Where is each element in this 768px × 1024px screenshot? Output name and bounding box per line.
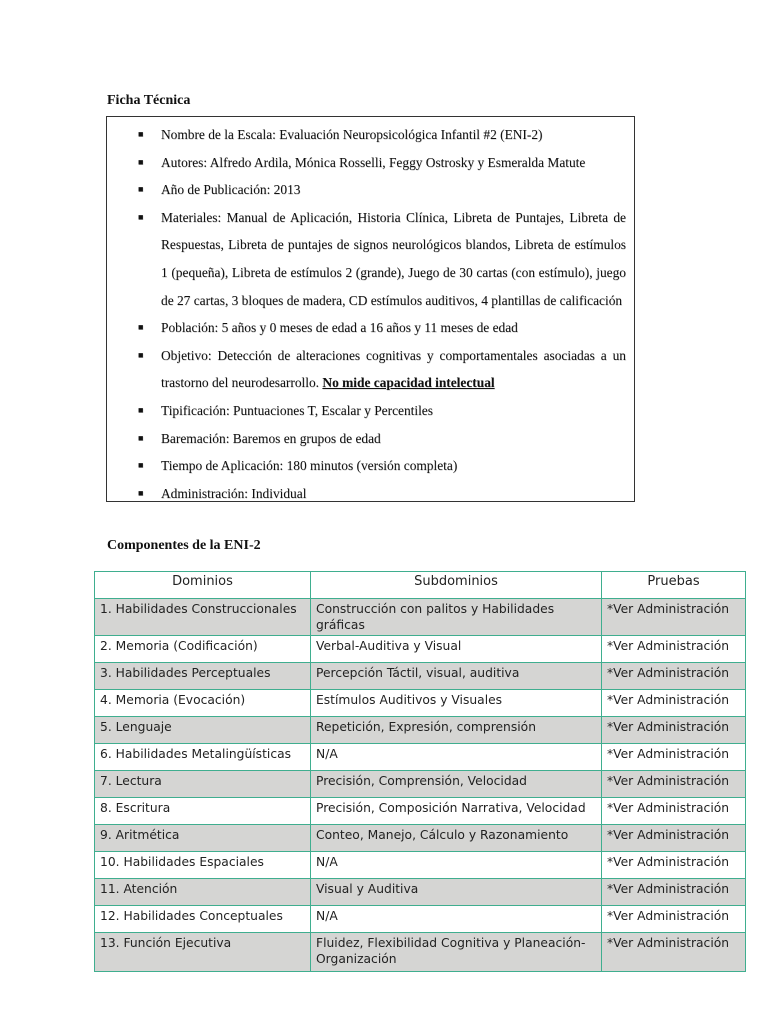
header-subdominios: Subdominios	[311, 572, 602, 599]
ficha-item-nombre	[107, 121, 626, 149]
bullet-icon: ■	[138, 487, 144, 498]
table-row	[95, 879, 746, 906]
ficha-item-emphasis: No mide capacidad intelectual	[322, 375, 495, 391]
cell-subdominio: Precisión, Composición Narrativa, Velocidad	[311, 798, 602, 825]
cell-prueba: *Ver Administración	[602, 852, 746, 879]
cell-subdominio: Fluidez, Flexibilidad Cognitiva y Planeación-Organización	[311, 933, 602, 972]
bullet-icon: ■	[138, 349, 144, 360]
ficha-tecnica-box	[106, 116, 635, 502]
cell-prueba: *Ver Administración	[602, 717, 746, 744]
cell-dominio: 6. Habilidades Metalingüísticas	[95, 744, 311, 771]
ficha-item-text: Baremación: Baremos en grupos de edad	[161, 430, 381, 446]
cell-prueba: *Ver Administración	[602, 663, 746, 690]
ficha-item-administracion	[107, 480, 626, 508]
ficha-item-text: Administración: Individual	[161, 485, 307, 501]
table-row	[95, 744, 746, 771]
cell-prueba: *Ver Administración	[602, 771, 746, 798]
cell-prueba: *Ver Administración	[602, 906, 746, 933]
cell-prueba: *Ver Administración	[602, 825, 746, 852]
ficha-tecnica-title: Ficha Técnica	[107, 93, 191, 108]
bullet-icon: ■	[138, 184, 144, 195]
ficha-tecnica-list	[107, 117, 634, 507]
cell-prueba: *Ver Administración	[602, 690, 746, 717]
cell-dominio: 7. Lectura	[95, 771, 311, 798]
header-pruebas: Pruebas	[602, 572, 746, 599]
table-row	[95, 771, 746, 798]
cell-subdominio: N/A	[311, 852, 602, 879]
ficha-item-text: Autores: Alfredo Ardila, Mónica Rosselli, Feggy Ostrosky y Esmeralda Matute	[161, 154, 586, 170]
table-row	[95, 717, 746, 744]
componentes-title: Componentes de la ENI-2	[107, 538, 261, 553]
bullet-icon: ■	[138, 322, 144, 333]
ficha-item-tipificacion	[107, 397, 626, 425]
cell-subdominio: Verbal-Auditiva y Visual	[311, 636, 602, 663]
cell-prueba: *Ver Administración	[602, 879, 746, 906]
table-row	[95, 798, 746, 825]
ficha-item-objetivo	[107, 342, 626, 397]
ficha-item-text: Objetivo: Detección de alteraciones cognitivas y comportamentales asociadas a un trastorno del neurodesarrollo.	[161, 347, 626, 391]
cell-subdominio: Estímulos Auditivos y Visuales	[311, 690, 602, 717]
bullet-icon: ■	[138, 432, 144, 443]
cell-subdominio: Repetición, Expresión, comprensión	[311, 717, 602, 744]
cell-dominio: 4. Memoria (Evocación)	[95, 690, 311, 717]
cell-subdominio: Construcción con palitos y Habilidades gráficas	[311, 599, 602, 636]
cell-subdominio: Conteo, Manejo, Cálculo y Razonamiento	[311, 825, 602, 852]
ficha-item-materiales	[107, 204, 626, 314]
cell-subdominio: Percepción Táctil, visual, auditiva	[311, 663, 602, 690]
table-row	[95, 906, 746, 933]
cell-dominio: 10. Habilidades Espaciales	[95, 852, 311, 879]
cell-prueba: *Ver Administración	[602, 744, 746, 771]
cell-dominio: 1. Habilidades Construccionales	[95, 599, 311, 636]
cell-prueba: *Ver Administración	[602, 933, 746, 972]
header-dominios: Dominios	[95, 572, 311, 599]
cell-subdominio: N/A	[311, 906, 602, 933]
bullet-icon: ■	[138, 404, 144, 415]
cell-subdominio: N/A	[311, 744, 602, 771]
ficha-item-text: Tipificación: Puntuaciones T, Escalar y Percentiles	[161, 402, 433, 418]
table-row	[95, 636, 746, 663]
ficha-item-baremacion	[107, 425, 626, 453]
cell-subdominio: Visual y Auditiva	[311, 879, 602, 906]
ficha-item-tiempo	[107, 452, 626, 480]
cell-prueba: *Ver Administración	[602, 798, 746, 825]
ficha-item-text: Población: 5 años y 0 meses de edad a 16 años y 11 meses de edad	[161, 320, 518, 336]
bullet-icon: ■	[138, 460, 144, 471]
ficha-item-poblacion	[107, 314, 626, 342]
table-row	[95, 933, 746, 972]
cell-dominio: 11. Atención	[95, 879, 311, 906]
ficha-item-text: Tiempo de Aplicación: 180 minutos (versión completa)	[161, 458, 458, 474]
table-row	[95, 690, 746, 717]
cell-dominio: 5. Lenguaje	[95, 717, 311, 744]
bullet-icon: ■	[138, 129, 144, 139]
bullet-icon: ■	[138, 211, 144, 222]
table-row	[95, 599, 746, 636]
ficha-item-text: Materiales: Manual de Aplicación, Historia Clínica, Libreta de Puntajes, Libreta de Respuestas, Libreta de puntajes de signos neurológicos blandos, Libreta de estímulos 1 (pequeña), Libreta de estímulos 2 (grande), Juego de 30 cartas (con estímulo), juego de 27 cartas, 3 bloques de madera, CD estímulos auditivos, 4 plantillas de calificación	[161, 209, 626, 308]
cell-dominio: 3. Habilidades Perceptuales	[95, 663, 311, 690]
bullet-icon: ■	[138, 156, 144, 167]
ficha-item-autores	[107, 149, 626, 177]
cell-subdominio: Precisión, Comprensión, Velocidad	[311, 771, 602, 798]
ficha-item-anio	[107, 176, 626, 204]
componentes-table	[94, 571, 746, 972]
cell-dominio: 8. Escritura	[95, 798, 311, 825]
table-header-row	[95, 572, 746, 599]
cell-dominio: 13. Función Ejecutiva	[95, 933, 311, 972]
table-row	[95, 663, 746, 690]
cell-dominio: 2. Memoria (Codificación)	[95, 636, 311, 663]
cell-prueba: *Ver Administración	[602, 636, 746, 663]
cell-prueba: *Ver Administración	[602, 599, 746, 636]
table-row	[95, 852, 746, 879]
cell-dominio: 9. Aritmética	[95, 825, 311, 852]
table-row	[95, 825, 746, 852]
ficha-item-text: Nombre de la Escala: Evaluación Neuropsicológica Infantil #2 (ENI-2)	[161, 127, 543, 142]
cell-dominio: 12. Habilidades Conceptuales	[95, 906, 311, 933]
ficha-item-text: Año de Publicación: 2013	[161, 182, 301, 198]
